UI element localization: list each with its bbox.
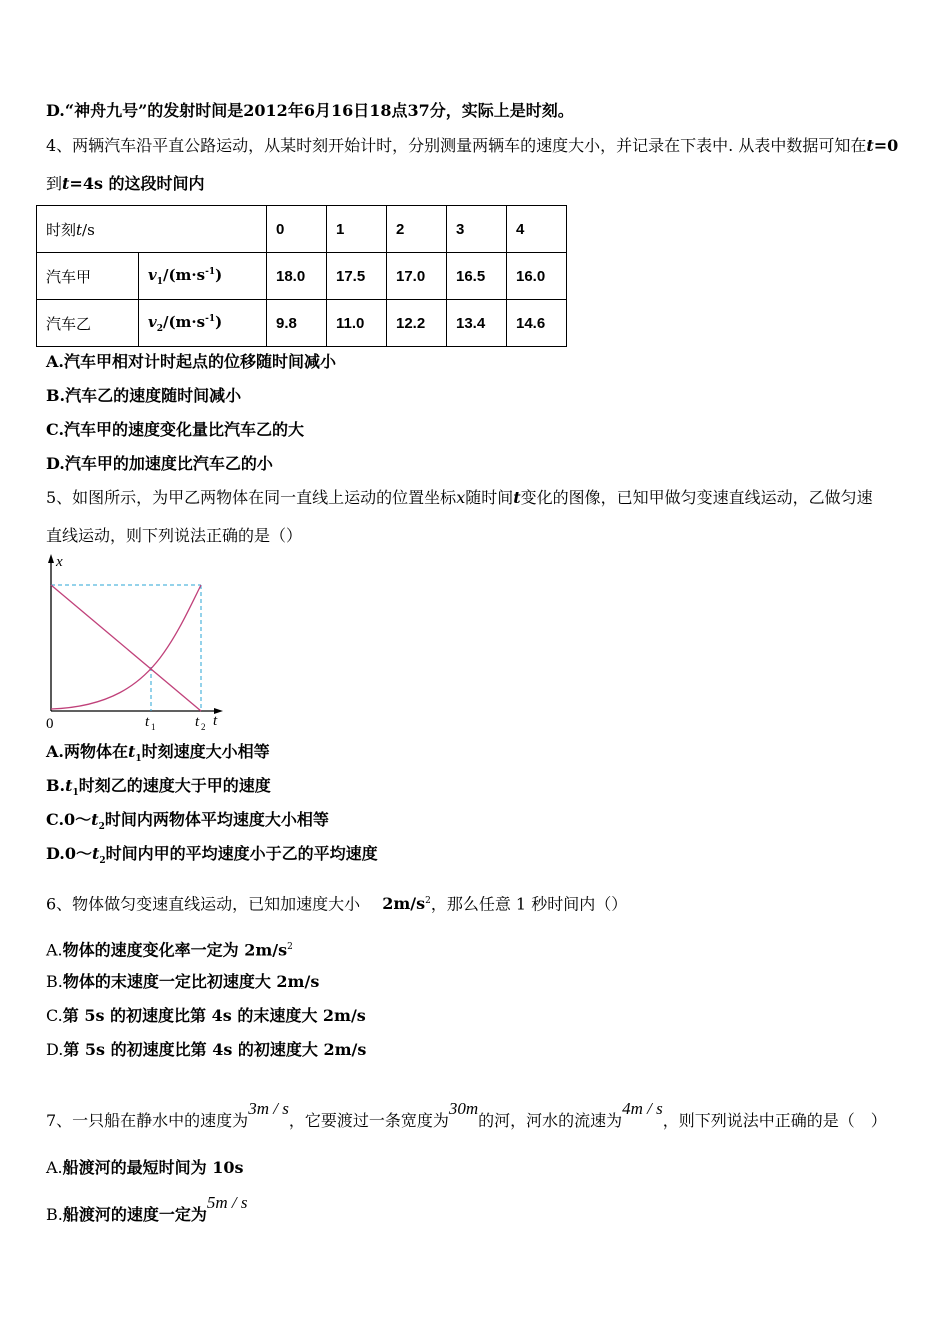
subscript: 2 xyxy=(99,856,106,867)
prev-option-d xyxy=(46,100,574,122)
q6-option-a xyxy=(46,936,293,961)
table-row xyxy=(37,253,567,300)
q5-option-d xyxy=(46,843,378,872)
boat-speed-math: 3m / s xyxy=(248,1099,289,1118)
unit-cell xyxy=(139,253,267,300)
option-text: 两物体在 xyxy=(63,742,128,761)
q6-option-d xyxy=(46,1039,366,1061)
current-speed-math: 4m / s xyxy=(622,1099,663,1118)
q7-stem-text: 7、一只船在静水中的速度为 xyxy=(46,1111,249,1130)
q7-option-a xyxy=(46,1157,244,1179)
var-t: t xyxy=(92,844,100,863)
time-cell: 4 xyxy=(507,206,567,253)
subscript: 1 xyxy=(135,754,142,765)
value-cell: 9.8 xyxy=(267,300,327,347)
option-label: C. xyxy=(46,1006,63,1025)
value-cell: 16.5 xyxy=(447,253,507,300)
var-v: v xyxy=(148,265,157,284)
var-v: v xyxy=(148,312,157,331)
xt-graph xyxy=(40,552,240,734)
q5-stem-text: 5、如图所示，为甲乙两物体在同一直线上运动的位置坐标 xyxy=(46,488,457,507)
var-t: t xyxy=(65,776,73,795)
t2-label: t xyxy=(195,714,200,730)
subscript: 2 xyxy=(98,822,105,833)
option-label: C. xyxy=(46,810,65,829)
q6-option-c xyxy=(46,1005,366,1027)
line-jia xyxy=(51,585,201,711)
q4-stem-text: 4、两辆汽车沿平直公路运动，从某时刻开始计时，分别测量两辆车的速度大小，并记录在下表中. 从表中数据可知在 xyxy=(46,136,867,155)
speed-table xyxy=(36,205,567,347)
q4-stem-line1 xyxy=(46,135,898,157)
var-t: t xyxy=(128,742,136,761)
q5-stem-line1 xyxy=(46,487,873,509)
option-label: A. xyxy=(46,1158,63,1177)
option-text: 0～ xyxy=(64,810,92,829)
var-t: t xyxy=(866,136,874,155)
q4-option-a xyxy=(46,351,336,373)
q4-stem-text-end: =0 xyxy=(873,136,899,155)
option-label: B. xyxy=(46,972,63,991)
option-label: B. xyxy=(46,386,66,405)
q6-stem xyxy=(46,890,627,915)
subscript: 1 xyxy=(156,276,163,287)
option-text: 第 5s 的初速度比第 4s 的初速度大 2m/s xyxy=(63,1040,367,1059)
q7-stem-text: 的河，河水的流速为 xyxy=(478,1111,623,1130)
option-text: 第 5s 的初速度比第 4s 的末速度大 2m/s xyxy=(62,1006,366,1025)
option-label: A. xyxy=(46,352,64,371)
q7-stem-text: ，则下列说法中正确的是（ ） xyxy=(662,1111,887,1130)
q5-stem-line2 xyxy=(46,525,302,547)
option-label: A. xyxy=(46,940,63,960)
q4-option-b xyxy=(46,385,241,407)
header-var: t xyxy=(76,220,83,239)
option-label: B. xyxy=(46,776,66,795)
q6-stem-text: ，那么任意 1 秒时间内（） xyxy=(430,894,628,914)
time-header-cell xyxy=(37,206,267,253)
var-x: x xyxy=(456,488,466,507)
time-cell: 1 xyxy=(327,206,387,253)
value-cell: 16.0 xyxy=(507,253,567,300)
origin-label: 0 xyxy=(46,716,54,732)
q4-stem-text: 到 xyxy=(46,174,63,193)
subscript: 1 xyxy=(72,788,79,799)
option-text: 时间内两物体平均速度大小相等 xyxy=(104,810,329,829)
q4-option-d xyxy=(46,453,273,475)
time-cell: 2 xyxy=(387,206,447,253)
option-label: B. xyxy=(46,1205,63,1224)
boat-speed-math: 5m / s xyxy=(206,1193,248,1212)
q5-option-c xyxy=(46,809,329,838)
q4-stem-text-end: =4s 的这段时间内 xyxy=(69,174,205,193)
option-text: 0～ xyxy=(64,844,93,863)
q5-option-a xyxy=(46,741,270,770)
x-axis-label: t xyxy=(213,713,218,729)
var-t: t xyxy=(62,174,70,193)
var-t: t xyxy=(513,488,521,507)
option-text: 时刻速度大小相等 xyxy=(141,742,270,761)
t2-subscript: 2 xyxy=(201,722,206,732)
value-cell: 11.0 xyxy=(327,300,387,347)
superscript: -1 xyxy=(205,266,216,277)
option-text: 时间内甲的平均速度小于乙的平均速度 xyxy=(105,844,378,863)
superscript: 2 xyxy=(287,942,293,952)
time-cell: 3 xyxy=(447,206,507,253)
q7-option-b xyxy=(46,1193,248,1226)
option-text: 汽车甲相对计时起点的位移随时间减小 xyxy=(63,352,336,371)
superscript: -1 xyxy=(205,313,216,324)
time-cell: 0 xyxy=(267,206,327,253)
header-label: 时刻 xyxy=(46,220,77,239)
value-cell: 18.0 xyxy=(267,253,327,300)
option-text: 汽车乙的速度随时间减小 xyxy=(65,386,242,405)
t1-label: t xyxy=(145,714,150,730)
option-text: 时刻乙的速度大于甲的速度 xyxy=(78,776,271,795)
var-t: t xyxy=(91,810,99,829)
superscript: 2 xyxy=(425,896,431,906)
value-cell: 13.4 xyxy=(447,300,507,347)
table-row xyxy=(37,300,567,347)
option-label: D. xyxy=(46,1040,64,1059)
car-name-cell: 汽车甲 xyxy=(37,253,139,300)
header-unit: /s xyxy=(82,220,95,239)
option-label: C. xyxy=(46,420,65,439)
unit-cell xyxy=(139,300,267,347)
option-text: 汽车甲的速度变化量比汽车乙的大 xyxy=(64,420,305,439)
value-cell: 17.5 xyxy=(327,253,387,300)
option-text: 船渡河的速度一定为 xyxy=(62,1205,207,1224)
y-axis-arrow xyxy=(48,554,54,563)
unit-close: ) xyxy=(215,265,223,284)
q5-stem-text: 随时间 xyxy=(465,488,514,507)
value-cell: 12.2 xyxy=(387,300,447,347)
option-label: D. xyxy=(46,101,65,120)
accel-value: 2m/s xyxy=(382,894,426,914)
value-cell: 17.0 xyxy=(387,253,447,300)
q5-option-b xyxy=(46,775,271,804)
q7-stem-text: ，它要渡过一条宽度为 xyxy=(288,1111,449,1130)
unit-text: /(m·s xyxy=(162,265,206,284)
unit-close: ) xyxy=(215,312,223,331)
option-text: “神舟九号”的发射时间是2012年6月16日18点37分，实际上是时刻。 xyxy=(64,101,574,120)
t1-subscript: 1 xyxy=(151,722,156,732)
table-header-row xyxy=(37,206,567,253)
unit-text: /(m·s xyxy=(162,312,206,331)
option-text: 物体的速度变化率一定为 2m/s xyxy=(62,940,288,960)
q6-stem-text: 6、物体做匀变速直线运动，已知加速度大小 xyxy=(46,894,361,914)
river-width-math: 30m xyxy=(448,1099,479,1118)
option-label: D. xyxy=(46,454,65,473)
value-cell: 14.6 xyxy=(507,300,567,347)
option-label: D. xyxy=(46,844,65,863)
option-text: 汽车甲的加速度比汽车乙的小 xyxy=(64,454,273,473)
option-label: A. xyxy=(46,742,64,761)
q5-stem-text: 变化的图像，已知甲做匀变速直线运动，乙做匀速 xyxy=(520,488,873,507)
q5-stem-text: 直线运动，则下列说法正确的是（） xyxy=(46,526,303,545)
car-name-cell: 汽车乙 xyxy=(37,300,139,347)
q6-option-b xyxy=(46,971,319,993)
option-text: 物体的末速度一定比初速度大 2m/s xyxy=(62,972,320,991)
y-axis-label: x xyxy=(56,554,63,570)
q7-stem xyxy=(46,1099,887,1132)
subscript: 2 xyxy=(156,323,163,334)
q4-stem-line2 xyxy=(46,173,205,195)
q4-option-c xyxy=(46,419,304,441)
option-text: 船渡河的最短时间为 10s xyxy=(62,1158,244,1177)
